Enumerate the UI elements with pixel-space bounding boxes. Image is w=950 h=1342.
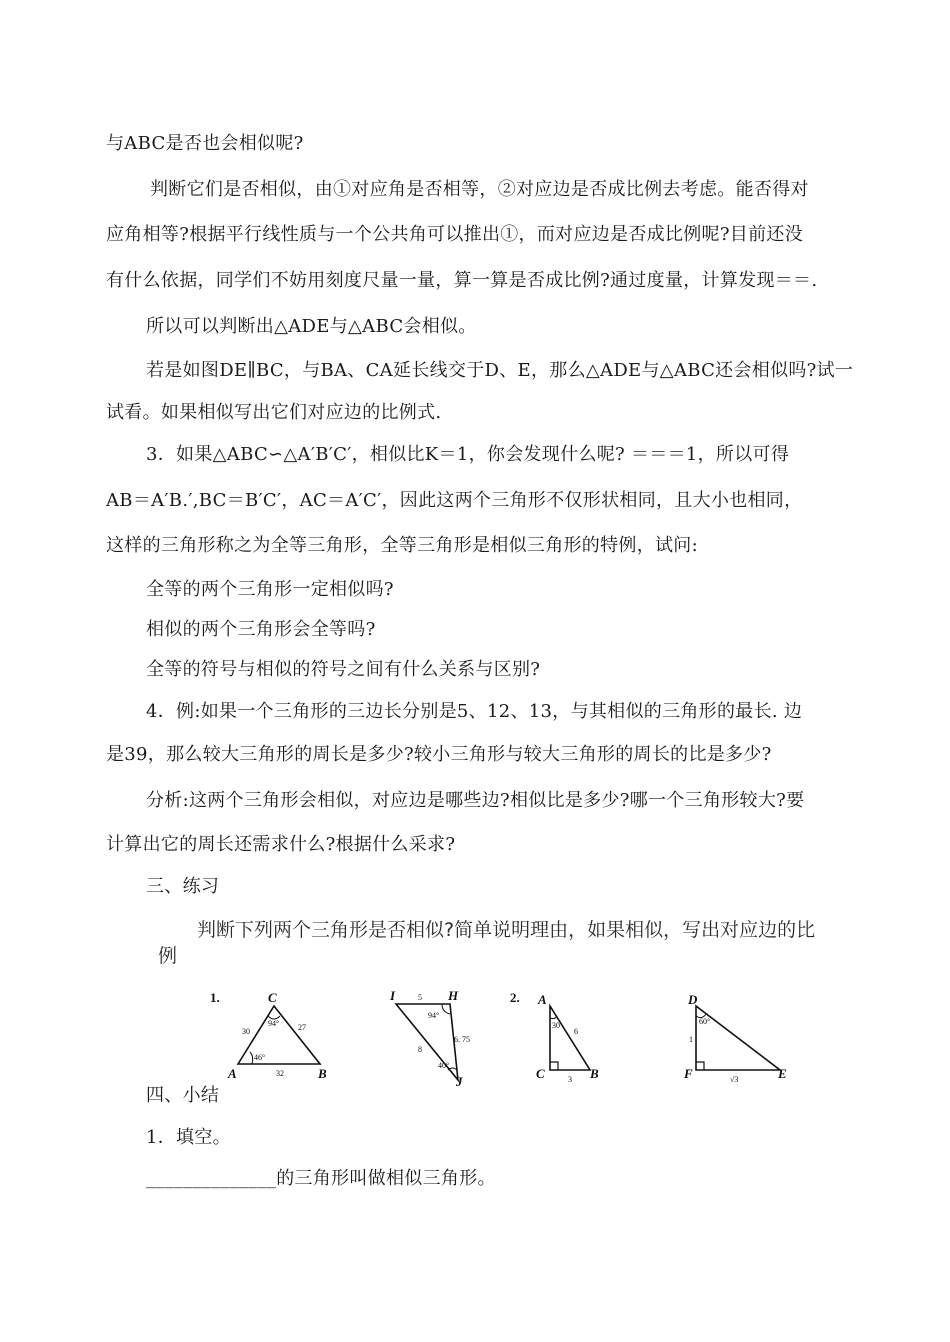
summary-item-1: 1．填空。 xyxy=(146,1127,231,1148)
vertex-label-b: B xyxy=(318,1066,327,1081)
paragraph-line: AB＝A′B.′,BC＝B′C′，AC＝A′C′，因此这两个三角形不仅形状相同，且大小也相同， xyxy=(106,490,803,511)
angle-h-arc xyxy=(442,1004,450,1014)
angle-label-a: 46° xyxy=(254,1053,266,1062)
vertex-label-f: F xyxy=(684,1066,693,1081)
side-label-ac: 30 xyxy=(242,1027,250,1036)
side-label-fe: √3 xyxy=(730,1075,739,1084)
right-triangle-dfe-figure xyxy=(696,1006,780,1070)
vertex-label-d: D xyxy=(688,992,698,1007)
paragraph-line: 所以可以判断出△ADE与△ABC会相似。 xyxy=(146,316,477,337)
vertex-label-a: A xyxy=(228,1066,237,1081)
triangle-abc xyxy=(238,1006,320,1064)
paragraph-line: 判断它们是否相似，由①对应角是否相等，②对应边是否成比例去考虑。能否得对 xyxy=(150,179,809,200)
fill-in-blank-line xyxy=(146,1168,496,1190)
paragraph-line: 试看。如果相似写出它们对应边的比例式. xyxy=(106,402,442,423)
side-label-ab: 32 xyxy=(276,1069,284,1078)
side-label-ij: 8 xyxy=(418,1045,422,1054)
vertex-label-j: J xyxy=(456,1074,463,1086)
right-angle-mark-c xyxy=(550,1062,558,1070)
paragraph-line: 4．例:如果一个三角形的三边长分别是5、12、13，与其相似的三角形的最长. 边 xyxy=(146,701,803,722)
question-line: 相似的两个三角形会全等吗? xyxy=(146,619,376,640)
fill-text: 的三角形叫做相似三角形。 xyxy=(276,1168,496,1189)
figure-number-2: 2. xyxy=(510,990,520,1005)
angle-label-j: 40° xyxy=(438,1061,450,1070)
question-line: 全等的符号与相似的符号之间有什么关系与区别? xyxy=(146,659,541,680)
triangle-figures xyxy=(210,986,810,1086)
exercise-heading-cont: 例 xyxy=(158,945,178,967)
side-label-df: 1 xyxy=(689,1035,693,1044)
paragraph-line: 若是如图DE∥BC，与BA、CA延长线交于D、E，那么△ADE与△ABC还会相似吗?试一 xyxy=(146,360,854,381)
right-triangle-abc-figure xyxy=(550,1006,590,1070)
paragraph-line: 分析:这两个三角形会相似，对应边是哪些边?相似比是多少?哪一个三角形较大?要 xyxy=(146,790,805,811)
angle-label-h: 94° xyxy=(428,1011,440,1020)
right-triangle-abc xyxy=(550,1006,590,1070)
paragraph-line: 有什么依据，同学们不妨用刻度尺量一量，算一算是否成比例?通过度量，计算发现＝＝. xyxy=(106,270,818,291)
angle-label-a: 30 xyxy=(552,1021,560,1030)
section-title-practice: 三、练习 xyxy=(146,876,220,897)
triangle-abc-figure xyxy=(238,1006,320,1064)
side-label-hj: 6. 75 xyxy=(454,1035,470,1044)
section-title-summary: 四、小结 xyxy=(146,1085,220,1106)
vertex-label-c: C xyxy=(536,1066,545,1081)
paragraph-line: 是39，那么较大三角形的周长是多少?较小三角形与较大三角形的周长的比是多少? xyxy=(106,744,772,765)
side-label-ab: 6 xyxy=(574,1027,578,1036)
paragraph-line: 计算出它的周长还需求什么?根据什么采求? xyxy=(106,834,456,855)
vertex-label-e: E xyxy=(778,1066,787,1081)
side-label-cb: 27 xyxy=(298,1023,306,1032)
paragraph-line: 应角相等?根据平行线性质与一个公共角可以推出①，而对应边是否成比例呢?目前还没 xyxy=(106,224,803,245)
angle-label-d: 60° xyxy=(699,1017,711,1026)
paragraph-line: 与ABC是否也会相似呢? xyxy=(106,133,304,154)
angle-label-c: 94° xyxy=(268,1019,280,1028)
paragraph-line: 3．如果△ABC∽△A′B′C′，相似比K＝1，你会发现什么呢? ＝＝＝1，所以可得 xyxy=(146,444,790,465)
angle-a-arc xyxy=(250,1052,253,1064)
paragraph-line: 这样的三角形称之为全等三角形，全等三角形是相似三角形的特例，试问: xyxy=(106,535,698,556)
right-angle-mark-f xyxy=(696,1062,704,1070)
right-triangle-dfe xyxy=(696,1006,780,1070)
blank-underline: ______________ xyxy=(146,1168,277,1189)
vertex-label-h: H xyxy=(448,988,459,1003)
vertex-label-b: B xyxy=(590,1066,599,1081)
exercise-heading: 判断下列两个三角形是否相似?简单说明理由，如果相似，写出对应边的比 xyxy=(197,919,816,941)
vertex-label-c: C xyxy=(268,990,277,1005)
figure-number-1: 1. xyxy=(210,990,220,1005)
side-label-ih: 5 xyxy=(418,993,422,1002)
vertex-label-i: I xyxy=(390,988,396,1003)
question-line: 全等的两个三角形一定相似吗? xyxy=(146,579,394,600)
vertex-label-a: A xyxy=(538,992,547,1007)
side-label-cb: 3 xyxy=(568,1075,572,1084)
